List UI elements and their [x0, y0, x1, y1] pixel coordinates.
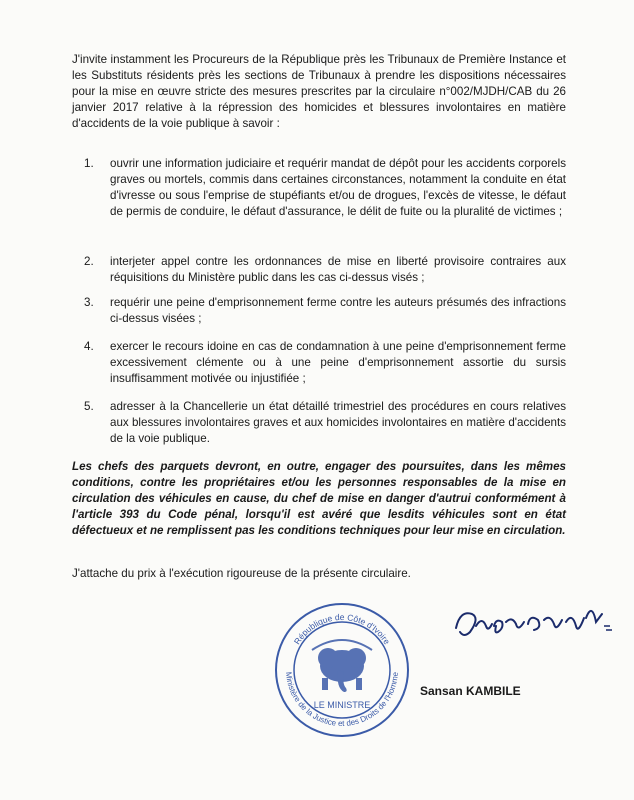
stamp-outer-text-top: République de Côte d'Ivoire	[291, 612, 393, 647]
official-stamp	[272, 600, 412, 740]
stamp-inner-text: LE MINISTRE	[313, 700, 371, 710]
list-item	[84, 295, 566, 327]
list-item-number: 2.	[84, 255, 94, 268]
signer-name: Sansan KAMBILE	[420, 684, 521, 698]
list-item-number: 1.	[84, 157, 94, 170]
list-item-number: 4.	[84, 340, 94, 353]
list-item	[84, 339, 566, 387]
elephant-emblem-icon	[312, 640, 372, 692]
list-item-text: interjeter appel contre les ordonnances de mise en liberté provisoire contraires aux réquisitions du Ministère public dans les cas ci-dessus visés ;	[110, 255, 566, 284]
list-item-text: exercer le recours idoine en cas de condamnation à une peine d'emprisonnement ferme excessivement clémente ou à une peine d'emprisonnement assortie du sursis insuffisamment motivée ou injustifiée ;	[110, 340, 566, 385]
stamp-outer-text-bottom: Ministère de la Justice et des Droits de l'Homme	[283, 671, 400, 729]
emphasis-paragraph: Les chefs des parquets devront, en outre, engager des poursuites, dans les mêmes conditions, contre les propriétaires et/ou les personnes responsables de la mise en circulation des véhicules en cause, du chef de mise en danger d'autrui conformément à l'article 393 du Code pénal, lorsqu'il est avéré que lesdits véhicules sont en état défectueux et ne remplissent pas les conditions techniques pour leur mise en circulation.	[72, 460, 566, 537]
list-item	[84, 399, 566, 447]
list-item	[84, 254, 566, 286]
list-item-text: adresser à la Chancellerie un état détaillé trimestriel des procédures en cours relatives aux blessures involontaires graves et aux homicides involontaires en matière d'accidents de la voie publique.	[110, 400, 566, 445]
list-item	[84, 156, 566, 220]
list-item-text: ouvrir une information judiciaire et requérir mandat de dépôt pour les accidents corporels graves ou mortels, commis dans certaines circonstances, notamment la conduite en état d'ivresse ou sous l'emprise de stupéfiants et/ou de drogues, l'excès de vitesse, le défaut de permis de conduire, le défaut d'assurance, le délit de fuite ou la pluralité de victimes ;	[110, 157, 566, 218]
intro-paragraph: J'invite instamment les Procureurs de la République près les Tribunaux de Première Instance et les Substituts résidents près les sections de Tribunaux à prendre les dispositions nécessaires pour la mise en œuvre stricte des mesures prescrites par la circulaire n°002/MJDH/CAB du 26 janvier 2017 relative à la répression des homicides et blessures involontaires en matière d'accidents de la voie publique à savoir :	[72, 53, 566, 130]
closing-sentence: J'attache du prix à l'exécution rigoureuse de la présente circulaire.	[72, 567, 411, 580]
list-item-number: 5.	[84, 400, 94, 413]
handwritten-signature	[446, 592, 616, 652]
list-item-number: 3.	[84, 296, 94, 309]
list-item-text: requérir une peine d'emprisonnement ferme contre les auteurs présumés des infractions ci-dessus visées ;	[110, 296, 566, 325]
